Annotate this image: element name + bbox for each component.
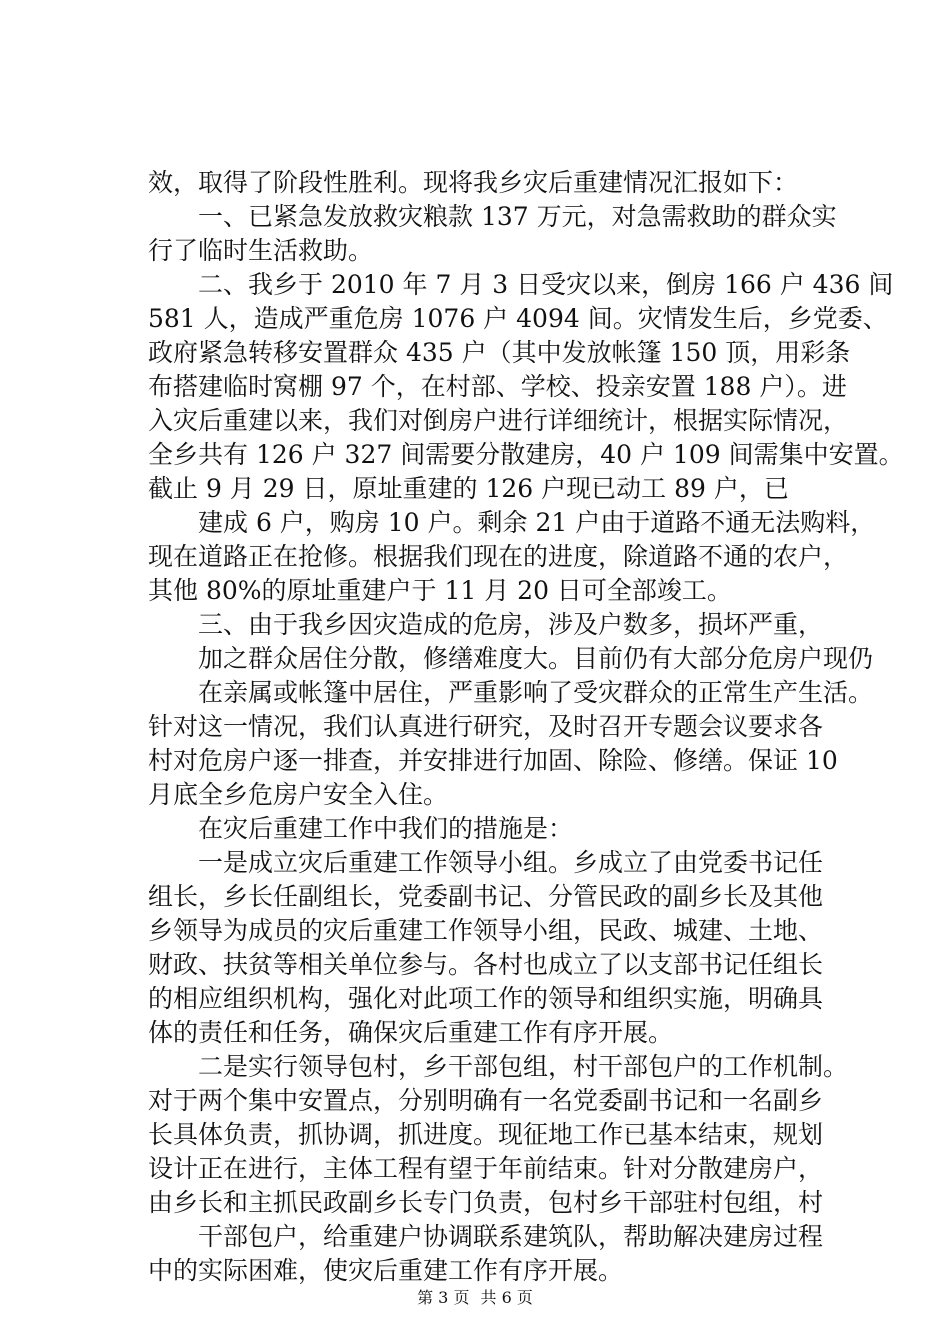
text-line: 全乡共有 126 户 327 间需要分散建房，40 户 109 间需集中安置。 xyxy=(148,440,904,469)
page-footer xyxy=(0,1288,950,1308)
text-line: 一是成立灾后重建工作领导小组。乡成立了由党委书记任 xyxy=(148,848,824,877)
text-line: 村对危房户逐一排查，并安排进行加固、除险、修缮。保证 10 xyxy=(148,746,838,775)
text-line: 截止 9 月 29 日，原址重建的 126 户现已动工 89 户，已 xyxy=(148,474,789,503)
text-line: 体的责任和任务，确保灾后重建工作有序开展。 xyxy=(148,1018,674,1047)
text-line: 在亲属或帐篷中居住，严重影响了受灾群众的正常生产生活。 xyxy=(148,678,874,707)
page-total: 共 6 页 xyxy=(480,1288,533,1307)
text-line: 长具体负责，抓协调，抓进度。现征地工作已基本结束，规划 xyxy=(148,1120,824,1149)
text-line: 对于两个集中安置点，分别明确有一名党委副书记和一名副乡 xyxy=(148,1086,824,1115)
text-line: 在灾后重建工作中我们的措施是： xyxy=(148,814,574,843)
text-line: 组长，乡长任副组长，党委副书记、分管民政的副乡长及其他 xyxy=(148,882,824,911)
text-line: 中的实际困难，使灾后重建工作有序开展。 xyxy=(148,1256,624,1285)
text-line: 入灾后重建以来，我们对倒房户进行详细统计，根据实际情况， xyxy=(148,406,849,435)
text-line: 月底全乡危房户安全入住。 xyxy=(148,780,449,809)
document-body xyxy=(148,166,904,1288)
text-line: 针对这一情况，我们认真进行研究，及时召开专题会议要求各 xyxy=(148,712,824,741)
text-line: 由乡长和主抓民政副乡长专门负责，包村乡干部驻村包组，村 xyxy=(148,1188,824,1217)
text-line: 581 人，造成严重危房 1076 户 4094 间。灾情发生后，乡党委、 xyxy=(148,304,888,333)
text-line: 的相应组织机构，强化对此项工作的领导和组织实施，明确具 xyxy=(148,984,824,1013)
text-line: 行了临时生活救助。 xyxy=(148,236,374,265)
text-line: 乡领导为成员的灾后重建工作领导小组，民政、城建、土地、 xyxy=(148,916,824,945)
text-line: 二、我乡于 2010 年 7 月 3 日受灾以来，倒房 166 户 436 间 xyxy=(148,270,894,299)
text-line: 加之群众居住分散，修缮难度大。目前仍有大部分危房户现仍 xyxy=(148,644,874,673)
text-line: 设计正在进行，主体工程有望于年前结束。针对分散建房户， xyxy=(148,1154,824,1183)
text-line: 其他 80%的原址重建户于 11 月 20 日可全部竣工。 xyxy=(148,576,732,605)
text-line: 三、由于我乡因灾造成的危房，涉及户数多，损坏严重， xyxy=(148,610,824,639)
page-number: 第 3 页 xyxy=(417,1288,470,1307)
text-line: 现在道路正在抢修。根据我们现在的进度，除道路不通的农户， xyxy=(148,542,849,571)
text-line: 财政、扶贫等相关单位参与。各村也成立了以支部书记任组长 xyxy=(148,950,824,979)
text-line: 二是实行领导包村，乡干部包组，村干部包户的工作机制。 xyxy=(148,1052,849,1081)
text-line: 一、已紧急发放救灾粮款 137 万元，对急需救助的群众实 xyxy=(148,202,837,231)
text-line: 建成 6 户，购房 10 户。剩余 21 户由于道路不通无法购料， xyxy=(148,508,876,537)
text-line: 政府紧急转移安置群众 435 户（其中发放帐篷 150 顶，用彩条 xyxy=(148,338,851,367)
text-line: 效，取得了阶段性胜利。现将我乡灾后重建情况汇报如下： xyxy=(148,168,799,197)
text-line: 布搭建临时窝棚 97 个，在村部、学校、投亲安置 188 户）。进 xyxy=(148,372,847,401)
text-line: 干部包户，给重建户协调联系建筑队，帮助解决建房过程 xyxy=(148,1222,824,1251)
